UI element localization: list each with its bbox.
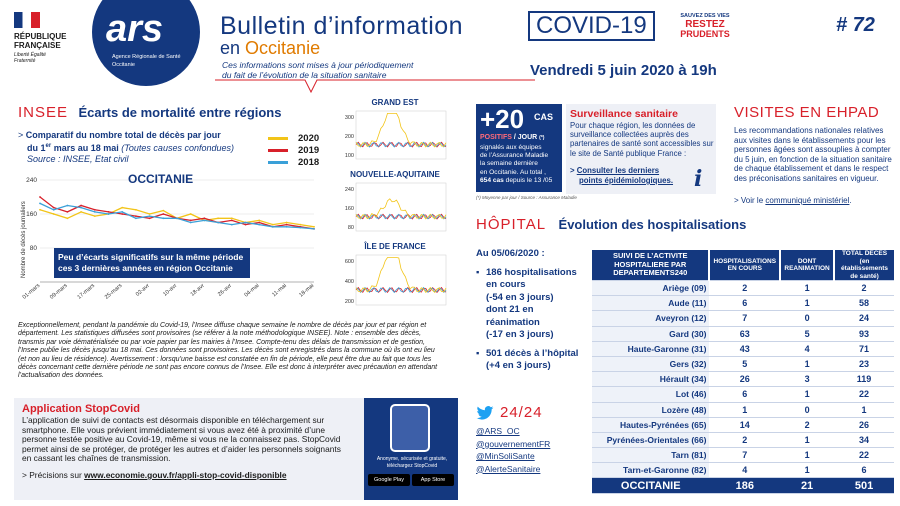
promo-line2: téléchargez StopCovid <box>386 463 438 469</box>
gov-motto: Liberté Égalité Fraternité <box>14 52 46 64</box>
insee-desc <box>18 130 234 165</box>
deces-count: 24 <box>834 311 894 326</box>
data-point-2020 <box>313 226 315 228</box>
hosp-count: 26 <box>709 372 780 387</box>
data-point-2018 <box>162 217 164 219</box>
ehpad-link-pre: Voir le <box>740 196 766 205</box>
bulletin-title: Bulletin d’information <box>220 12 464 40</box>
total-rea: 21 <box>780 478 834 493</box>
dept-name: Gard (30) <box>592 326 709 341</box>
table-row <box>592 311 894 326</box>
data-point-2018 <box>258 224 260 226</box>
data-point-2019 <box>190 220 192 222</box>
insee-footnote: Exceptionnellement, pendant la pandémie du Covid-19, l’Insee diffuse chaque semaine le nombre de décès par jour et par région et département. Les statistiques diffusées sont provisoires (se référer à la note méthodologique INSEE). Note : ensemble des décès, transmis par voie dématérialisée ou par voie papier par les mairies à l’Insee. Compte-tenu des délais de transmission et de gestion, l’Insee publie les décès jusqu’au 18 mai. Ces données sont provisoires. Les décès sont enregistrés dans la commune où ils ont eu lieu (et non au lieu de résidence). Avertissement : lorsqu’une baisse est constatée en fin de période, elle peut être due au fait que tous les décès concernant cette dernière période ne sont pas encore connus de l’Insee. Elle est donc à interpréter avec précaution en attendant l’actualisation des données. <box>18 322 438 380</box>
mini-tick-label: 200 <box>344 134 354 140</box>
dept-name: Pyrénées-Orientales (66) <box>592 432 709 447</box>
mini-svg-grand-est <box>340 107 450 167</box>
x-tick-label: 09-mars <box>49 282 69 301</box>
surveillance-section <box>566 104 716 194</box>
data-point-2020 <box>39 209 41 211</box>
legend-label-2019: 2019 <box>298 144 320 156</box>
data-point-2020 <box>53 213 55 215</box>
legend-label-2018: 2018 <box>298 156 320 168</box>
data-point-2018 <box>190 222 192 224</box>
insee-desc1-row: > Comparatif du nombre total de décès par jour <box>18 130 221 140</box>
hosp-count: 2 <box>709 432 780 447</box>
occitanie-chart <box>18 170 318 320</box>
insee-desc1: Comparatif du nombre total de décès par jour <box>25 130 221 140</box>
mini-tick-label: 240 <box>344 187 354 193</box>
cases-note: (*) Moyenne par jour / Source : Assurance Maladie <box>476 195 577 200</box>
rea-count: 1 <box>780 448 834 463</box>
deces-count: 22 <box>834 448 894 463</box>
x-tick-label: 02-avr <box>134 282 151 298</box>
data-point-2019 <box>231 220 233 222</box>
data-point-2019 <box>258 222 260 224</box>
surveillance-link1: Consulter les derniers <box>576 166 660 175</box>
dept-name: Gers (32) <box>592 356 709 371</box>
dept-name: Lozère (48) <box>592 402 709 417</box>
dept-name: Hérault (34) <box>592 372 709 387</box>
cases-text2: de l’Assurance Maladie <box>480 152 549 160</box>
b1-l1: 186 hospitalisations <box>486 266 577 278</box>
dept-name: Lot (46) <box>592 387 709 402</box>
data-point-2018 <box>80 207 82 209</box>
subtitle-region: Occitanie <box>245 38 321 58</box>
x-tick-label: 04-mai <box>243 282 261 299</box>
data-point-2020 <box>94 215 96 217</box>
table-total-row <box>592 478 894 493</box>
mini-title-ile-de-france: ÎLE DE FRANCE <box>364 242 426 251</box>
cases-text5 <box>480 177 552 185</box>
covid-badge: COVID-19 <box>528 11 655 41</box>
table-row <box>592 356 894 371</box>
total-deces: 501 <box>834 478 894 493</box>
deces-count: 23 <box>834 356 894 371</box>
data-point-2019 <box>245 224 247 226</box>
deces-count: 119 <box>834 372 894 387</box>
save-line2: RESTEZ <box>685 19 725 30</box>
deces-count: 93 <box>834 326 894 341</box>
data-point-2020 <box>121 207 123 209</box>
data-point-2018 <box>313 228 315 230</box>
rea-count: 1 <box>780 296 834 311</box>
deces-count: 6 <box>834 463 894 478</box>
mini-tick-label: 100 <box>344 153 354 159</box>
hosp-count: 2 <box>709 281 780 296</box>
cases-positifs: POSITIFS <box>480 134 512 141</box>
data-point-2018 <box>135 217 137 219</box>
stopcovid-promo <box>364 398 458 500</box>
y-tick-label: 240 <box>26 177 37 184</box>
surveillance-title: Surveillance sanitaire <box>570 108 678 120</box>
data-point-2020 <box>272 224 274 226</box>
save-line1: SAUVEZ DES VIES <box>680 13 730 19</box>
data-point-2018 <box>39 203 41 205</box>
app-store-button[interactable]: App Store <box>412 474 454 486</box>
mini-title-nouvelle-aquitaine: NOUVELLE-AQUITAINE <box>350 170 440 179</box>
data-point-2018 <box>53 209 55 211</box>
mini-tick-label: 160 <box>344 206 354 212</box>
deces-count: 2 <box>834 281 894 296</box>
col-header-rea: DONT REANIMATION <box>780 250 834 281</box>
dept-name: Tarn (81) <box>592 448 709 463</box>
legend-swatch-2018 <box>268 161 288 164</box>
surveillance-link-row2 <box>570 176 673 186</box>
hopital-title: Évolution des hospitalisations <box>558 217 747 232</box>
col-header-deces: TOTAL DECES (en établissements de santé) <box>834 250 894 281</box>
bulletin-date: Vendredi 5 juin 2020 à 19h <box>530 62 717 79</box>
table-row <box>592 372 894 387</box>
x-tick-label: 01-mars <box>21 282 42 301</box>
data-point-2018 <box>121 211 123 213</box>
chart-title: OCCITANIE <box>128 172 194 186</box>
insee-desc2-sup: er <box>45 143 52 149</box>
hosp-count: 7 <box>709 311 780 326</box>
insee-heading <box>18 104 281 122</box>
mini-tick-label: 80 <box>347 225 354 231</box>
callout-line1: Peu d’écarts significatifs sur la même période <box>58 252 244 262</box>
subtitle-pre: en <box>220 38 241 58</box>
data-point-2019 <box>135 215 137 217</box>
data-point-2020 <box>299 224 301 226</box>
data-point-2018 <box>108 213 110 215</box>
b2-l1: 501 décès à l’hôpital <box>486 347 579 359</box>
x-tick-label: 25-mars <box>103 282 124 301</box>
mini-plot-area <box>356 111 446 159</box>
b1-l6: (-17 en 3 jours) <box>486 329 554 340</box>
rea-count: 2 <box>780 417 834 432</box>
rea-count: 0 <box>780 402 834 417</box>
header <box>0 0 900 96</box>
hosp-count: 14 <box>709 417 780 432</box>
promo-line1: Anonyme, sécurisée et gratuite, <box>376 456 448 462</box>
ars-sub: Agence Régionale de Santé <box>112 54 181 60</box>
rea-count: 5 <box>780 326 834 341</box>
marianne-icon <box>14 12 40 28</box>
legend-item-2019 <box>268 144 336 156</box>
insee-desc2-post: mars au 18 mai <box>51 143 119 153</box>
ehpad-title: VISITES EN EHPAD <box>734 104 880 121</box>
cases-number: +20 <box>480 104 525 134</box>
data-point-2020 <box>67 217 69 219</box>
cases-per-day <box>480 134 544 141</box>
data-point-2020 <box>190 213 192 215</box>
gov-logo <box>14 12 84 72</box>
hopital-heading <box>476 216 746 234</box>
insee-section <box>18 98 458 404</box>
cases-text1: signalés aux équipes <box>480 144 542 151</box>
chart-legend <box>268 132 336 168</box>
data-point-2018 <box>217 222 219 224</box>
surveillance-text: Pour chaque région, les données de surveillance collectées auprès des partenaires de santé sont accessibles sur le site de Santé publique France : <box>570 121 714 158</box>
data-point-2019 <box>121 213 123 215</box>
ehpad-arrow: > <box>734 196 741 205</box>
mini-svg-nouvelle-aquitaine <box>340 179 450 239</box>
cases-text <box>480 144 552 185</box>
surveillance-link2: points épidémiologiques. <box>579 176 674 185</box>
deces-count: 71 <box>834 341 894 356</box>
save-line3: PRUDENTS <box>680 29 730 39</box>
bulletin-subtitle <box>220 38 320 59</box>
data-point-2019 <box>108 211 110 213</box>
cases-box <box>476 104 562 192</box>
stopcovid-arrow: > <box>22 470 30 480</box>
b1-l3: (-54 en 3 jours) <box>486 291 554 303</box>
issue-number: # 72 <box>836 14 875 36</box>
deces-count: 22 <box>834 387 894 402</box>
data-point-2018 <box>299 227 301 229</box>
stopcovid-link[interactable]: www.economie.gouv.fr/appli-stop-covid-disponible <box>84 470 287 480</box>
gov-line1: RÉPUBLIQUE <box>14 32 67 41</box>
note-line1: Ces informations sont mises à jour périodiquement <box>222 60 414 70</box>
save-lives-badge <box>676 12 734 40</box>
data-point-2019 <box>53 207 55 209</box>
rea-count: 3 <box>780 372 834 387</box>
data-point-2019 <box>162 213 164 215</box>
x-tick-label: 10-avr <box>162 282 179 298</box>
rea-count: 4 <box>780 341 834 356</box>
x-tick-label: 18-mai <box>298 282 316 299</box>
deces-count: 34 <box>834 432 894 447</box>
hosp-count: 5 <box>709 356 780 371</box>
ehpad-link-row <box>734 196 852 205</box>
b1-l2: en cours <box>486 279 526 290</box>
data-point-2018 <box>176 217 178 219</box>
data-point-2018 <box>286 226 288 228</box>
ars-logo-text: ars <box>106 8 164 50</box>
social-section <box>476 404 586 475</box>
insee-title: Écarts de mortalité entre régions <box>78 105 282 120</box>
update-note <box>222 60 413 80</box>
insee-desc2-pre: du 1 <box>27 143 46 153</box>
legend-swatch-2019 <box>268 149 288 152</box>
legend-swatch-2020 <box>268 137 288 140</box>
phone-icon <box>390 404 430 452</box>
mini-tick-label: 400 <box>344 279 354 285</box>
total-hosp: 186 <box>709 478 780 493</box>
table-row <box>592 326 894 341</box>
deces-count: 26 <box>834 417 894 432</box>
stopcovid-section <box>14 398 458 500</box>
ehpad-link-post: . <box>849 196 852 205</box>
table-row <box>592 296 894 311</box>
hosp-count: 43 <box>709 341 780 356</box>
rea-count: 0 <box>780 311 834 326</box>
twitter-icon <box>476 406 494 420</box>
data-point-2020 <box>231 217 233 219</box>
ars-region: Occitanie <box>112 62 135 68</box>
hosp-count: 6 <box>709 387 780 402</box>
mini-chart-grand-est <box>340 98 450 170</box>
google-play-button[interactable]: Google Play <box>368 474 410 486</box>
cases-text4: en Occitanie. Au total , <box>480 168 546 176</box>
x-tick-label: 11-mai <box>271 282 288 299</box>
hosp-count: 1 <box>709 402 780 417</box>
cases-jour: / JOUR <box>511 134 538 141</box>
dept-name: Tarn-et-Garonne (82) <box>592 463 709 478</box>
table-row <box>592 402 894 417</box>
social-accounts <box>476 425 586 475</box>
data-point-2020 <box>286 222 288 224</box>
ehpad-link[interactable]: communiqué ministériel <box>765 196 850 205</box>
social-account[interactable]: @MinSoliSante <box>476 451 535 461</box>
social-account[interactable]: @ARS_OC <box>476 426 520 436</box>
total-label: OCCITANIE <box>592 478 709 493</box>
note-line2: du fait de l’évolution de la situation sanitaire <box>222 70 387 80</box>
y-tick-label: 160 <box>26 211 37 218</box>
hopital-b2 <box>476 348 586 373</box>
cases-text3: la semaine dernière <box>480 160 538 168</box>
data-point-2018 <box>94 211 96 213</box>
x-tick-label: 18-avr <box>189 282 206 298</box>
ehpad-section <box>734 104 894 214</box>
data-point-2018 <box>245 222 247 224</box>
b1-l5: réanimation <box>486 316 540 328</box>
social-account[interactable]: @AlerteSanitaire <box>476 463 541 474</box>
surveillance-link[interactable] <box>570 166 673 186</box>
stopcovid-text: L’application de suivi de contacts est désormais disponible en téléchargement sur smartphone. Elle vous prévient immédiatement si vous avez été à proximité d’une personne testée positive au Covid-19, même si vous ne la connaissez pas. StopCovid permet ainsi de se protéger, de protéger les autres et d’aider les personnels soignants en cassant les chaînes de transmission. <box>22 415 341 464</box>
hopital-date: Au 05/06/2020 : <box>476 248 545 259</box>
legend-item-2020 <box>268 132 336 144</box>
gov-line2: FRANÇAISE <box>14 41 61 50</box>
cases-since: depuis le 13 /05 <box>503 176 553 184</box>
table-row <box>592 281 894 296</box>
mini-plot-area <box>356 255 446 305</box>
x-tick-label: 26-avr <box>217 282 234 298</box>
data-point-2020 <box>162 210 164 212</box>
dept-name: Aveyron (12) <box>592 311 709 326</box>
table-row <box>592 341 894 356</box>
table-row <box>592 432 894 447</box>
mini-tick-label: 600 <box>344 259 354 265</box>
mini-tick-label: 300 <box>344 115 354 121</box>
data-point-2019 <box>80 205 82 207</box>
insee-label: INSEE <box>18 104 69 121</box>
data-point-2020 <box>80 211 82 213</box>
cases-cas: CAS <box>534 112 554 122</box>
data-point-2019 <box>39 196 41 198</box>
data-point-2020 <box>149 213 151 215</box>
callout-line2: ces 3 dernières années en région Occitanie <box>58 263 233 273</box>
col-header-hosp: HOSPITALISATIONS EN COURS <box>709 250 780 281</box>
data-point-2018 <box>149 215 151 217</box>
data-point-2019 <box>204 217 206 219</box>
data-point-2020 <box>258 220 260 222</box>
insee-desc2-note: (Toutes causes confondues) <box>121 143 234 153</box>
table-row <box>592 463 894 478</box>
surveillance-arrow: > <box>570 166 577 175</box>
dept-name: Ariège (09) <box>592 281 709 296</box>
table-row <box>592 448 894 463</box>
rea-count: 1 <box>780 356 834 371</box>
dept-name: Haute-Garonne (31) <box>592 341 709 356</box>
insee-desc2-row <box>18 141 234 154</box>
surveillance-link-row1 <box>570 166 673 176</box>
data-point-2018 <box>67 205 69 207</box>
hopital-summary <box>476 248 586 373</box>
rea-count: 1 <box>780 463 834 478</box>
hopital-b1 <box>476 267 586 342</box>
bullet2-icon: ▪ <box>476 347 480 359</box>
legend-item-2018 <box>268 156 336 168</box>
hosp-count: 63 <box>709 326 780 341</box>
stopcovid-link-pre: Précisions sur <box>29 470 85 480</box>
data-point-2018 <box>231 224 233 226</box>
data-point-2019 <box>149 217 151 219</box>
info-icon: i <box>694 166 703 192</box>
social-title: 24/24 <box>500 404 543 421</box>
hosp-count: 4 <box>709 463 780 478</box>
data-point-2018 <box>204 220 206 222</box>
data-point-2020 <box>135 209 137 211</box>
social-heading <box>476 404 586 421</box>
x-tick-label: 17-mars <box>76 282 97 301</box>
mini-tick-label: 200 <box>344 299 354 305</box>
stopcovid-link-row <box>22 470 287 480</box>
cases-total: 654 cas <box>480 176 504 184</box>
data-point-2019 <box>94 209 96 211</box>
deces-count: 58 <box>834 296 894 311</box>
y-tick-label: 80 <box>29 245 37 252</box>
mini-plot-area <box>356 183 446 231</box>
data-point-2019 <box>286 224 288 226</box>
table-header-row <box>592 250 894 281</box>
table-row <box>592 387 894 402</box>
cases-star: (*) <box>539 135 545 141</box>
mini-chart-nouvelle-aquitaine <box>340 170 450 242</box>
dept-name: Aude (11) <box>592 296 709 311</box>
bullet1-icon: ▪ <box>476 266 480 278</box>
y-axis-label: Nombre de décès journaliers <box>21 201 27 278</box>
b2-l2: (+4 en 3 jours) <box>486 360 551 371</box>
rea-count: 1 <box>780 387 834 402</box>
hosp-count: 6 <box>709 296 780 311</box>
mini-chart-ile-de-france <box>340 242 450 316</box>
ehpad-text: Les recommandations nationales relatives aux visites dans le établissements pour les personnes âgées sont assouplies à compter du 5 juin, en fonction de la situation sanitaire de chaque établissement et dans le respect des préconisations sanitaires en vigueur. <box>734 126 892 183</box>
b1-l4: dont 21 en <box>486 304 534 315</box>
chart-callout <box>54 248 250 278</box>
legend-label-2020: 2020 <box>298 132 320 144</box>
rea-count: 1 <box>780 281 834 296</box>
table-row <box>592 417 894 432</box>
data-point-2018 <box>272 226 274 228</box>
mini-svg-ile-de-france <box>340 251 450 313</box>
data-point-2019 <box>67 211 69 213</box>
mini-title-grand-est: GRAND EST <box>371 98 419 107</box>
hospital-table <box>592 250 894 494</box>
col-header-dept: SUIVI DE L’ACTIVITE HOSPITALIERE PAR DEPARTEMENTS240 <box>592 250 709 281</box>
insee-source: Source : INSEE, Etat civil <box>27 154 129 164</box>
dept-name: Hautes-Pyrénées (65) <box>592 417 709 432</box>
data-point-2020 <box>217 217 219 219</box>
deces-count: 1 <box>834 402 894 417</box>
hopital-label: HÔPITAL <box>476 216 547 233</box>
stopcovid-title: Application StopCovid <box>22 403 140 415</box>
rea-count: 1 <box>780 432 834 447</box>
social-account[interactable]: @gouvernementFR <box>476 438 551 449</box>
hosp-count: 7 <box>709 448 780 463</box>
